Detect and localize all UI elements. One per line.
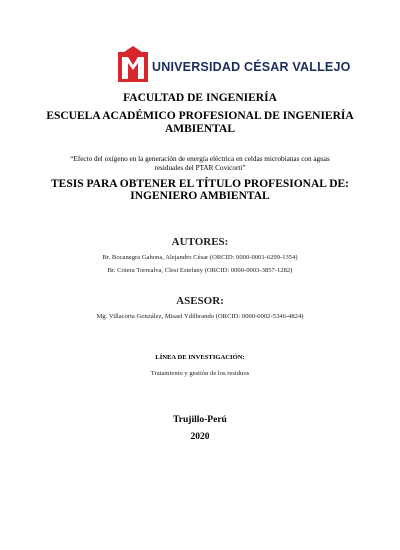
place-text: Trujillo-Perú (173, 415, 227, 425)
research-line-heading: LÍNEA DE INVESTIGACIÓN: (155, 354, 245, 361)
advisor-name: Mg. Villacorta González, Misael Ydilbrando (ORCID: 0000-0002-5346-4824) (96, 313, 304, 320)
school-title-line2: AMBIENTAL (164, 123, 236, 135)
thesis-title-line2: residuales del PTAR Covicorti” (154, 164, 246, 172)
degree-line2: INGENIERO AMBIENTAL (130, 190, 270, 202)
university-name: UNIVERSIDAD CÉSAR VALLEJO (152, 60, 351, 74)
research-line-value: Tratamiento y gestión de los residuos (150, 370, 250, 377)
university-logo (118, 46, 351, 88)
school-title-line1: ESCUELA ACADÉMICO PROFESIONAL DE INGENIERÍA (46, 110, 354, 122)
author-item: Br. Bocanegra Gahona, Alejandro César (ORCID: 0000-0001-6299-1354) (102, 254, 298, 261)
thesis-title-line1: “Efecto del oxígeno en la generación de energía eléctrica en celdas microbianas con aguas (70, 155, 330, 163)
authors-heading: AUTORES: (171, 236, 229, 248)
advisor-heading: ASESOR: (176, 295, 224, 307)
degree-line1: TESIS PARA OBTENER EL TÍTULO PROFESIONAL DE: (50, 178, 350, 190)
author-item: Br. Cotera Torrealva, Clesi Estefany (ORCID: 0000-0003-3857-1282) (107, 267, 293, 274)
faculty-title: FACULTAD DE INGENIERÍA (123, 92, 277, 104)
year-text: 2020 (190, 432, 210, 442)
university-shield-icon (118, 46, 148, 86)
